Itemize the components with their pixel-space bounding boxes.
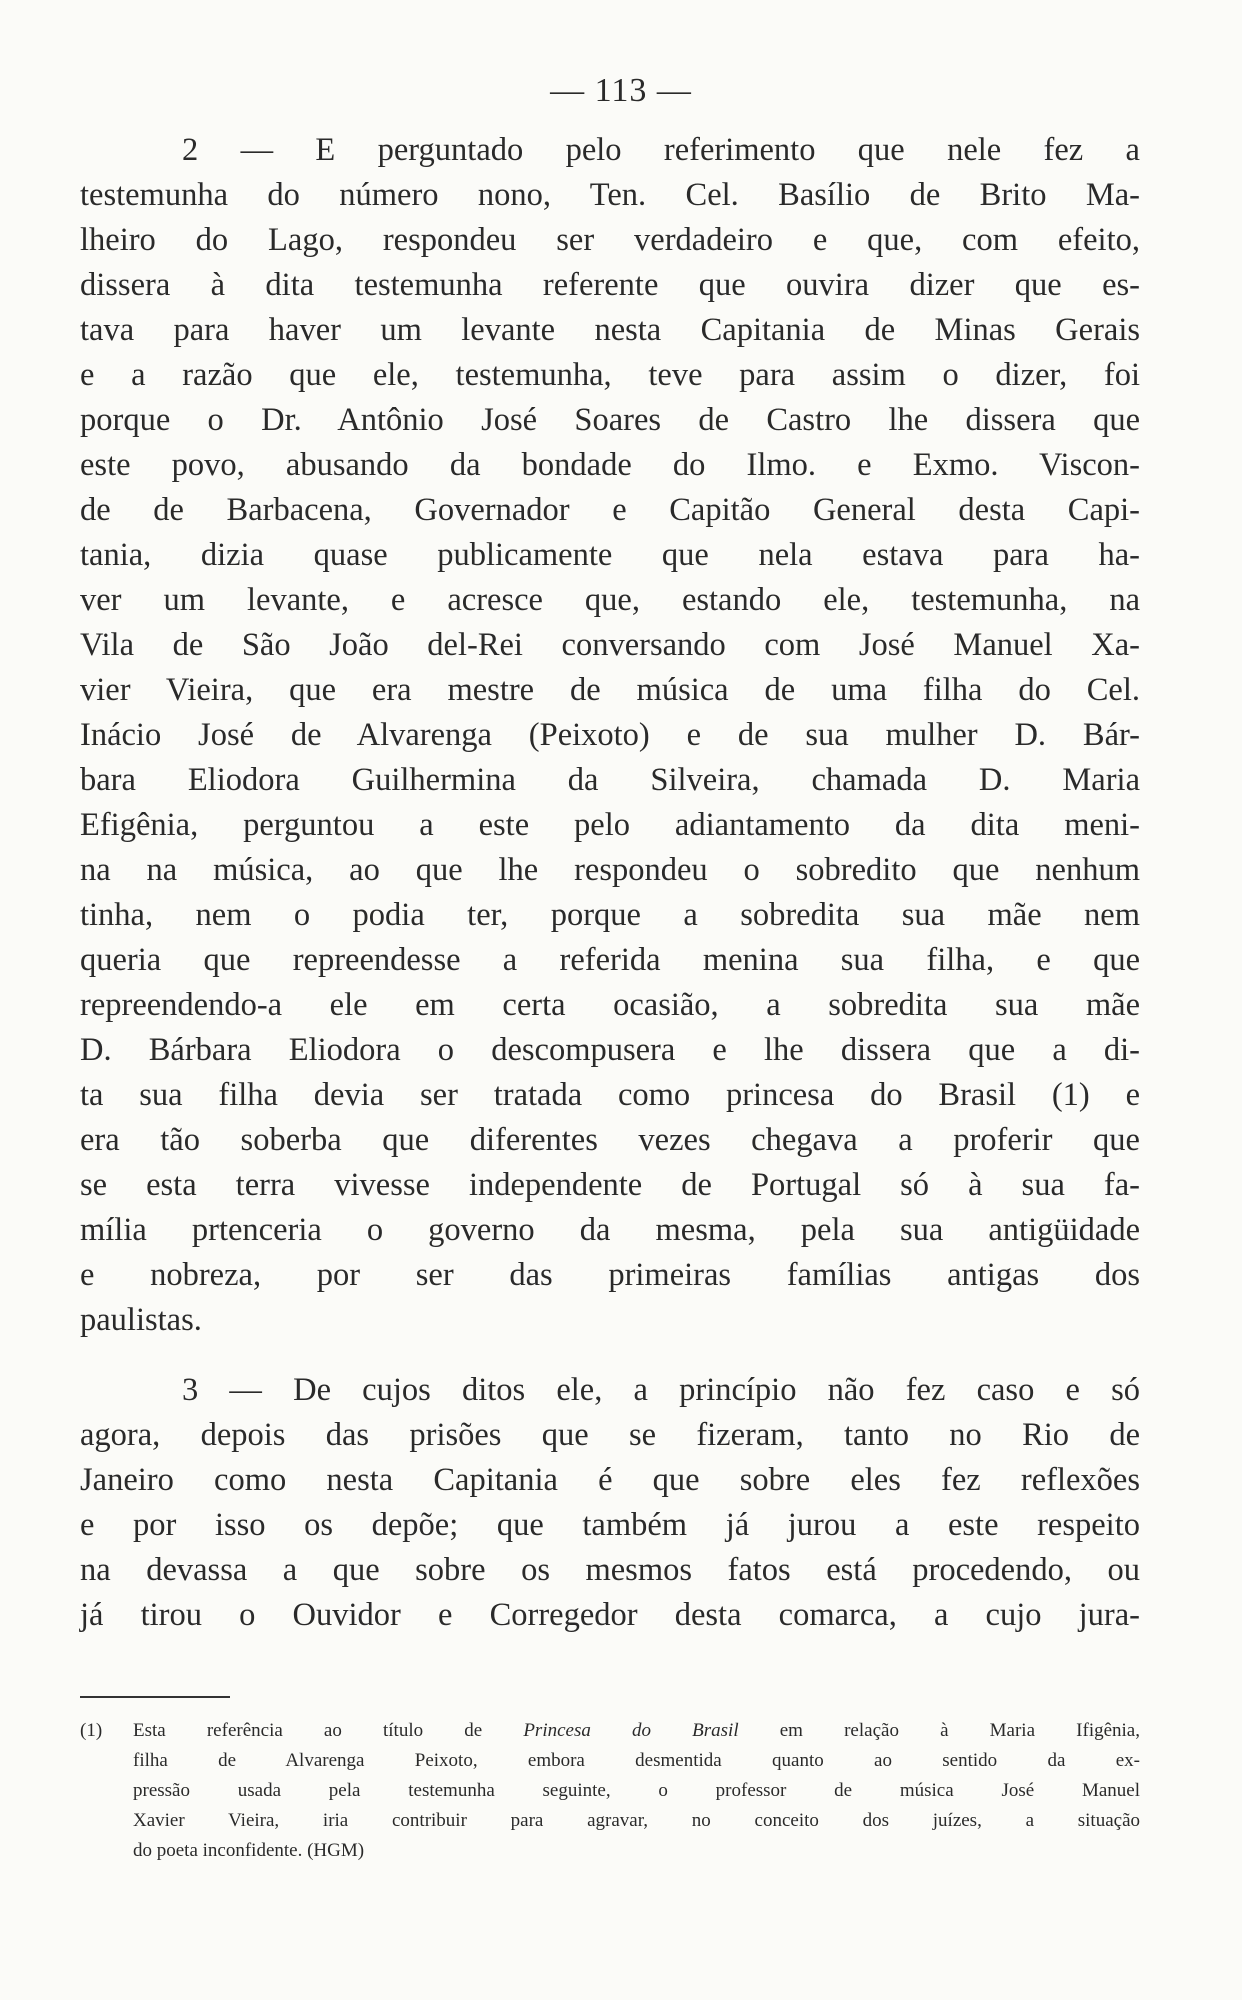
text-line: e a razão que ele, testemunha, teve para assim o dizer, foi <box>80 357 1140 393</box>
text-line: Janeiro como nesta Capitania é que sobre eles fez reflexões <box>80 1462 1140 1498</box>
text-line: de de Barbacena, Governador e Capitão General desta Capi- <box>80 492 1140 528</box>
text-line: já tirou o Ouvidor e Corregedor desta comarca, a cujo jura- <box>80 1597 1140 1633</box>
footnote-line: filha de Alvarenga Peixoto, embora desmentida quanto ao sentido da ex- <box>133 1750 1140 1771</box>
footnote-line: Xavier Vieira, iria contribuir para agravar, no conceito dos juízes, a situação <box>133 1810 1140 1831</box>
text-line: bara Eliodora Guilhermina da Silveira, chamada D. Maria <box>80 762 1140 798</box>
footnote-text: em relação à Maria Ifigênia, <box>779 1720 1140 1741</box>
footnote-divider <box>80 1696 230 1698</box>
text-line: se esta terra vivesse independente de Portugal só à sua fa- <box>80 1167 1140 1203</box>
text-line: dissera à dita testemunha referente que ouvira dizer que es- <box>80 267 1140 303</box>
text-line: tinha, nem o podia ter, porque a sobredita sua mãe nem <box>80 897 1140 933</box>
footnote-italic-title: Princesa do Brasil <box>523 1720 739 1741</box>
text-line: Vila de São João del-Rei conversando com José Manuel Xa- <box>80 627 1140 663</box>
text-line: na devassa a que sobre os mesmos fatos está procedendo, ou <box>80 1552 1140 1588</box>
text-line: testemunha do número nono, Ten. Cel. Basílio de Brito Ma- <box>80 177 1140 213</box>
footnote-text: Esta referência ao título de <box>133 1720 483 1741</box>
text-line: Inácio José de Alvarenga (Peixoto) e de sua mulher D. Bár- <box>80 717 1140 753</box>
page-number: — 113 — <box>550 72 692 109</box>
text-line: tava para haver um levante nesta Capitania de Minas Gerais <box>80 312 1140 348</box>
text-line: Efigênia, perguntou a este pelo adiantamento da dita meni- <box>80 807 1140 843</box>
footnote-line: do poeta inconfidente. (HGM) <box>133 1840 365 1861</box>
text-line: queria que repreendesse a referida menina sua filha, e que <box>80 942 1140 978</box>
text-line: agora, depois das prisões que se fizeram, tanto no Rio de <box>80 1417 1140 1453</box>
text-line: era tão soberba que diferentes vezes chegava a proferir que <box>80 1122 1140 1158</box>
text-line: paulistas. <box>80 1302 202 1338</box>
footnote-line <box>80 1716 1140 1746</box>
text-line: este povo, abusando da bondade do Ilmo. e Exmo. Viscon- <box>80 447 1140 483</box>
text-line: repreendendo-a ele em certa ocasião, a sobredita sua mãe <box>80 987 1140 1023</box>
text-line: ta sua filha devia ser tratada como princesa do Brasil (1) e <box>80 1077 1140 1113</box>
text-line: porque o Dr. Antônio José Soares de Castro lhe dissera que <box>80 402 1140 438</box>
text-line: 2 — E perguntado pelo referimento que nele fez a <box>182 132 1140 168</box>
footnote-marker: (1) <box>80 1720 103 1741</box>
text-line: e nobreza, por ser das primeiras famílias antigas dos <box>80 1257 1140 1293</box>
text-line: 3 — De cujos ditos ele, a princípio não fez caso e só <box>182 1372 1140 1408</box>
text-line: D. Bárbara Eliodora o descompusera e lhe dissera que a di- <box>80 1032 1140 1068</box>
text-line: mília prtenceria o governo da mesma, pela sua antigüidade <box>80 1212 1140 1248</box>
footnote-line: pressão usada pela testemunha seguinte, o professor de música José Manuel <box>133 1780 1140 1801</box>
text-line: ver um levante, e acresce que, estando ele, testemunha, na <box>80 582 1140 618</box>
text-line: lheiro do Lago, respondeu ser verdadeiro e que, com efeito, <box>80 222 1140 258</box>
text-line: e por isso os depõe; que também já jurou a este respeito <box>80 1507 1140 1543</box>
text-line: tania, dizia quase publicamente que nela estava para ha- <box>80 537 1140 573</box>
text-line: vier Vieira, que era mestre de música de uma filha do Cel. <box>80 672 1140 708</box>
text-line: na na música, ao que lhe respondeu o sobredito que nenhum <box>80 852 1140 888</box>
